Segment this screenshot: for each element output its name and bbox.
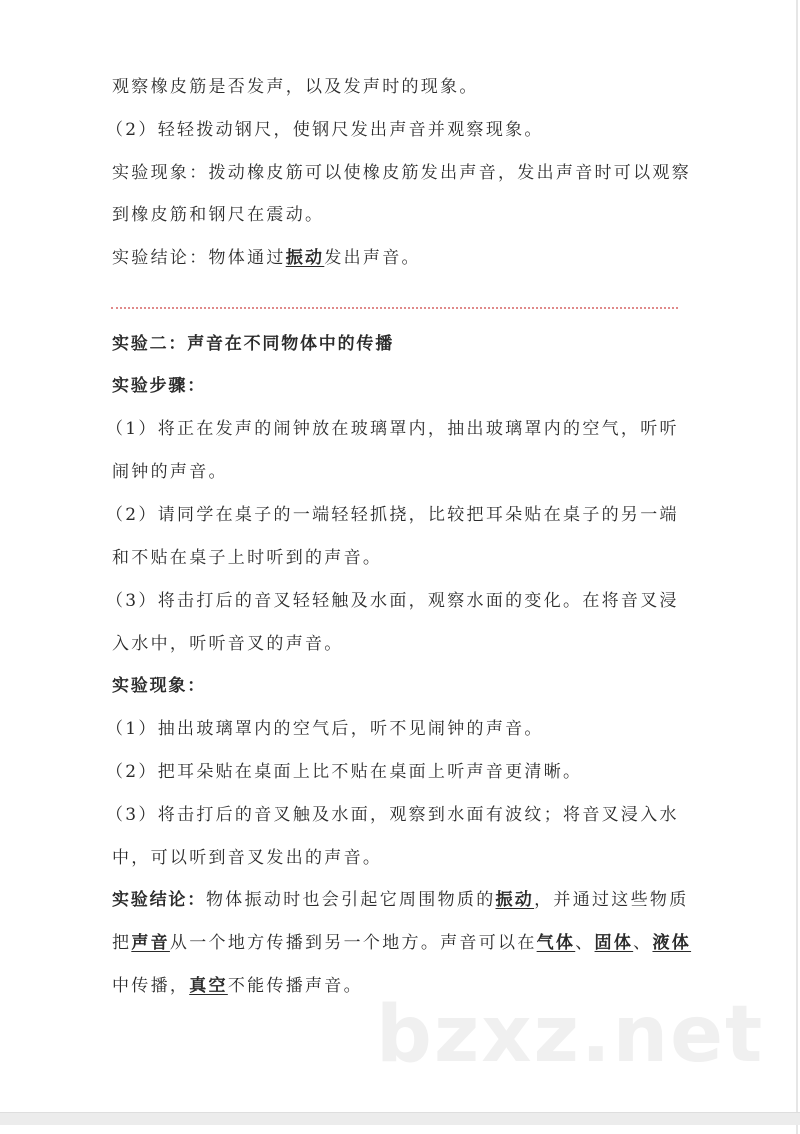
next-page-edge: [0, 1125, 798, 1134]
separator: 、: [633, 933, 653, 953]
phenomenon-3-line-1: （3）将击打后的音叉触及水面，观察到水面有波纹；将音叉浸入水: [106, 805, 679, 825]
conclusion-key-vibration: 振动: [285, 248, 325, 268]
conclusion-text: 从一个地方传播到另一个地方。声音可以在: [169, 933, 537, 953]
page-gap: [0, 1112, 800, 1125]
separator: 、: [575, 933, 595, 953]
step-3-line-1: （3）将击打后的音叉轻轻触及水面，观察水面的变化。在将音叉浸: [106, 591, 679, 611]
conclusion-2-line-3: [112, 975, 363, 997]
conclusion-text: 中传播，: [112, 976, 190, 996]
experiment2-title: 实验二：声音在不同物体中的传播: [112, 334, 394, 354]
intro-step-2: （2）轻轻拨动钢尺，使钢尺发出声音并观察现象。: [106, 120, 544, 140]
conclusion-line: [112, 247, 421, 269]
conclusion-suffix: 发出声音。: [324, 248, 421, 268]
step-2-line-1: （2）请同学在桌子的一端轻轻抓挠，比较把耳朵贴在桌子的另一端: [106, 505, 679, 525]
keyword-vacuum: 真空: [189, 976, 228, 996]
keyword-liquid: 液体: [652, 933, 692, 953]
conclusion-text: 不能传播声音。: [227, 976, 363, 996]
phenomenon-1: （1）抽出玻璃罩内的空气后，听不见闹钟的声音。: [106, 719, 544, 739]
keyword-solid: 固体: [594, 933, 634, 953]
phenomenon-2: （2）把耳朵贴在桌面上比不贴在桌面上听声音更清晰。: [106, 762, 583, 782]
phenomenon-line-1: 实验现象：拨动橡皮筋可以使橡皮筋发出声音，发出声音时可以观察: [112, 163, 691, 183]
phenomenon-heading: 实验现象：: [112, 676, 206, 696]
section-divider: [111, 307, 678, 309]
keyword-sound: 声音: [131, 933, 170, 953]
step-3-line-2: 入水中，听听音叉的声音。: [112, 634, 344, 654]
keyword-gas: 气体: [536, 933, 576, 953]
step-2-line-2: 和不贴在桌子上时听到的声音。: [112, 548, 383, 568]
phenomenon-3-line-2: 中，可以听到音叉发出的声音。: [112, 848, 383, 868]
conclusion-text: 把: [112, 933, 132, 953]
conclusion-text: ，并通过这些物质: [534, 890, 689, 910]
intro-line-1: 观察橡皮筋是否发声，以及发声时的现象。: [112, 77, 479, 97]
keyword-vibration: 振动: [495, 890, 535, 910]
phenomenon-line-2: 到橡皮筋和钢尺在震动。: [112, 205, 325, 225]
conclusion-prefix: 实验结论：物体通过: [112, 248, 286, 268]
watermark: bzxz.net: [376, 990, 765, 1080]
step-1-line-1: （1）将正在发声的闹钟放在玻璃罩内，抽出玻璃罩内的空气，听听: [106, 419, 679, 439]
conclusion-label: 实验结论：: [112, 890, 206, 910]
conclusion-2-line-2: [112, 932, 691, 954]
step-1-line-2: 闹钟的声音。: [112, 462, 228, 482]
steps-heading: 实验步骤：: [112, 376, 206, 396]
conclusion-text: 物体振动时也会引起它周围物质的: [206, 890, 496, 910]
conclusion-2-line-1: [112, 889, 689, 911]
